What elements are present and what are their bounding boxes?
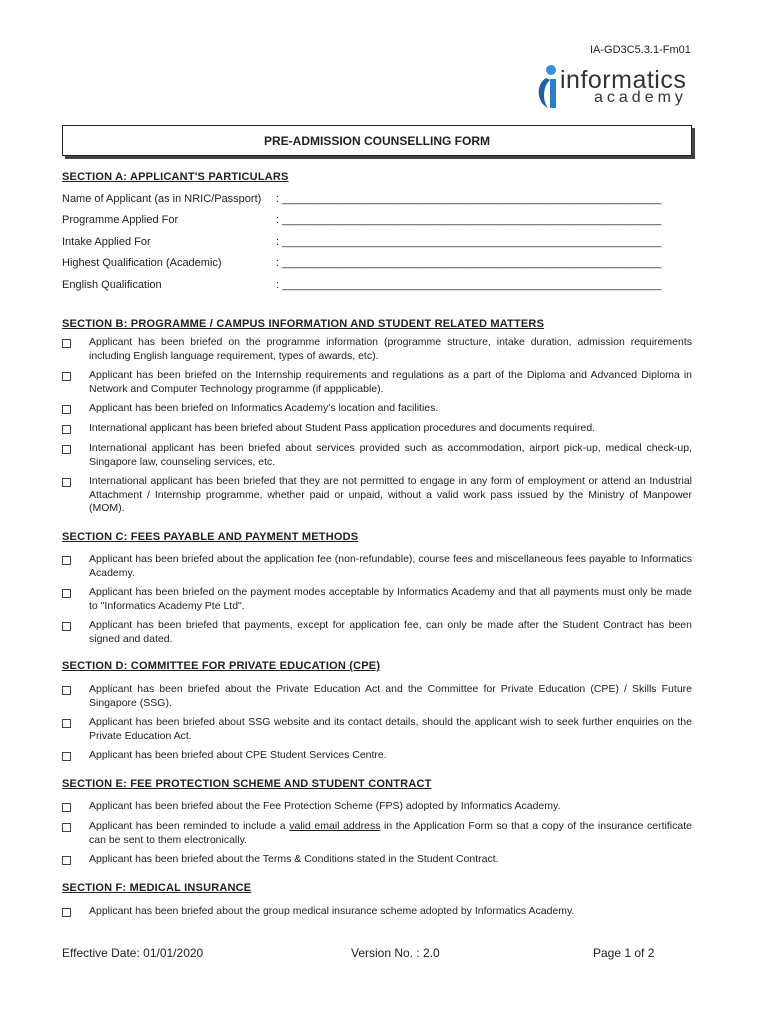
checkbox[interactable] [62, 752, 71, 761]
list-item [89, 820, 692, 847]
list-item: Applicant has been briefed about the Terms & Conditions stated in the Student Contract. [89, 853, 499, 865]
list-item: Applicant has been briefed on the Internship requirements and regulations as a part of the Diploma and Advanced Diploma in Network and Computer Technology programme (if appplicable). [89, 369, 692, 395]
list-item: Applicant has been briefed about SSG website and its contact details, should the applicant wish to seek further enquiries on the Private Education Act. [89, 716, 692, 742]
checkbox[interactable] [62, 339, 71, 348]
qualification-field[interactable]: : ______________________________________________________________ [276, 257, 662, 269]
applicant-name-field[interactable]: : ______________________________________________________________ [276, 193, 662, 205]
list-item: Applicant has been briefed on the payment modes acceptable by Informatics Academy and that all payments must only be made to "Informatics Academy Pte Ltd". [89, 586, 692, 612]
valid-email-address-text: valid email address [289, 820, 381, 832]
checkbox[interactable] [62, 478, 71, 487]
checkbox[interactable] [62, 425, 71, 434]
informatics-academy-logo [534, 58, 694, 116]
checkbox[interactable] [62, 622, 71, 631]
list-item: Applicant has been briefed on the programme information (programme structure, intake duration, admission requirements including English language requirement, types of awards, etc). [89, 336, 692, 362]
checkbox[interactable] [62, 908, 71, 917]
programme-field[interactable]: : ______________________________________________________________ [276, 214, 662, 226]
checkbox[interactable] [62, 556, 71, 565]
list-item-text: in the Application Form so that a copy of the insurance certificate can be sent to them electronically. [89, 820, 692, 846]
section-b-heading: SECTION B: PROGRAMME / CAMPUS INFORMATION AND STUDENT RELATED MATTERS [62, 318, 545, 330]
list-item: Applicant has been briefed about the Private Education Act and the Committee for Private Education (CPE) / Skills Future Singapore (SSG). [89, 683, 692, 709]
logo-subtitle: academy [594, 89, 687, 106]
list-item: Applicant has been briefed about CPE Student Services Centre. [89, 749, 387, 761]
english-qualification-field[interactable]: : ______________________________________________________________ [276, 279, 662, 291]
list-item: Applicant has been briefed that payments, except for application fee, can only be made after the Student Contract has been signed and dated. [89, 619, 692, 645]
section-a-heading: SECTION A: APPLICANT'S PARTICULARS [62, 171, 289, 183]
checkbox[interactable] [62, 686, 71, 695]
form-code: IA-GD3C5.3.1-Fm01 [590, 44, 691, 56]
field-label-programme: Programme Applied For [62, 214, 179, 226]
checkbox[interactable] [62, 445, 71, 454]
checkbox[interactable] [62, 856, 71, 865]
logo-wordmark: informatics [560, 66, 687, 94]
list-item-text: Applicant has been reminded to include a [89, 820, 290, 832]
checkbox[interactable] [62, 803, 71, 812]
list-item: International applicant has been briefed that they are not permitted to engage in any form of employment or attend an Industrial Attachment / Internship programme, whether paid or unpaid, without a valid work pass issued by the Ministry of Manpower (MOM). [89, 475, 692, 514]
field-label-intake: Intake Applied For [62, 236, 151, 248]
list-item: Applicant has been briefed on Informatics Academy's location and facilities. [89, 402, 439, 414]
list-item: International applicant has been briefed about services provided such as accommodation, airport pick-up, medical check-up, Singapore law, counseling services, etc. [89, 442, 692, 468]
section-f-heading: SECTION F: MEDICAL INSURANCE [62, 882, 252, 894]
section-e-heading: SECTION E: FEE PROTECTION SCHEME AND STUDENT CONTRACT [62, 778, 432, 790]
checkbox[interactable] [62, 823, 71, 832]
field-label-applicant-name: Name of Applicant (as in NRIC/Passport) [62, 193, 262, 205]
list-item: Applicant has been briefed about the group medical insurance scheme adopted by Informatics Academy. [89, 905, 575, 917]
version-number: Version No. : 2.0 [351, 946, 440, 960]
checkbox[interactable] [62, 372, 71, 381]
checkbox[interactable] [62, 719, 71, 728]
list-item: Applicant has been briefed about the application fee (non-refundable), course fees and miscellaneous fees payable to Informatics Academy. [89, 553, 692, 579]
section-d-heading: SECTION D: COMMITTEE FOR PRIVATE EDUCATION (CPE) [62, 660, 381, 672]
page-number: Page 1 of 2 [593, 946, 655, 960]
list-item: International applicant has been briefed about Student Pass application procedures and documents required. [89, 422, 596, 434]
field-label-english: English Qualification [62, 279, 162, 291]
section-c-heading: SECTION C: FEES PAYABLE AND PAYMENT METHODS [62, 531, 359, 543]
form-title: PRE-ADMISSION COUNSELLING FORM [62, 125, 692, 156]
checkbox[interactable] [62, 405, 71, 414]
intake-field[interactable]: : ______________________________________________________________ [276, 236, 662, 248]
effective-date: Effective Date: 01/01/2020 [62, 946, 204, 960]
list-item: Applicant has been briefed about the Fee Protection Scheme (FPS) adopted by Informatics Academy. [89, 800, 561, 812]
field-label-qualification: Highest Qualification (Academic) [62, 257, 222, 269]
checkbox[interactable] [62, 589, 71, 598]
